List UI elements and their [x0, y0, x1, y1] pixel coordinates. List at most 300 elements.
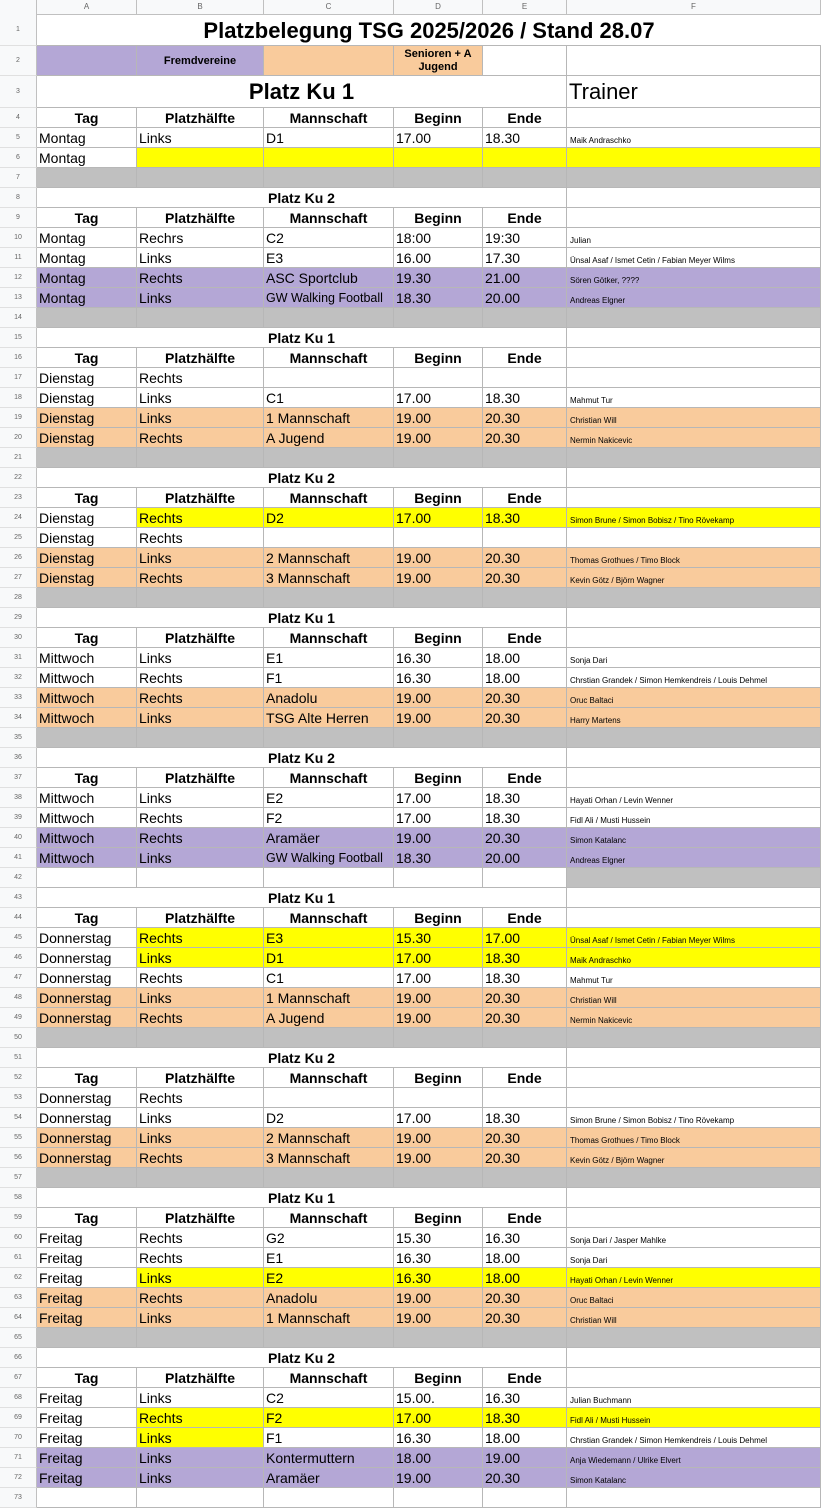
cell-platzhaelfte[interactable]: Rechts [137, 1408, 264, 1428]
header-platzhaelfte[interactable]: Platzhälfte [137, 1368, 264, 1388]
header-tag[interactable]: Tag [37, 348, 137, 368]
row-number[interactable]: 27 [0, 568, 37, 588]
row-number[interactable]: 45 [0, 928, 37, 948]
cell-beginn[interactable]: 16.00 [394, 248, 483, 268]
cell-mannschaft[interactable]: F2 [264, 1408, 394, 1428]
cell-platzhaelfte[interactable]: Rechts [137, 568, 264, 588]
cell[interactable] [567, 888, 821, 908]
cell-mannschaft[interactable] [264, 868, 394, 888]
separator-cell[interactable] [264, 588, 394, 608]
cell-platzhaelfte[interactable]: Rechts [137, 808, 264, 828]
cell-ende[interactable]: 18.30 [483, 968, 567, 988]
cell-platzhaelfte[interactable]: Links [137, 1468, 264, 1488]
cell-ende[interactable]: 18.00 [483, 648, 567, 668]
separator-cell[interactable] [37, 168, 137, 188]
cell-tag[interactable]: Mittwoch [37, 808, 137, 828]
cell-beginn[interactable]: 15.00. [394, 1388, 483, 1408]
cell-ende[interactable]: 20.00 [483, 848, 567, 868]
platz-title[interactable]: Platz Ku 1 [37, 608, 567, 628]
separator-cell[interactable] [137, 1168, 264, 1188]
cell-platzhaelfte[interactable]: Links [137, 1428, 264, 1448]
cell[interactable] [264, 1488, 394, 1508]
row-number[interactable]: 50 [0, 1028, 37, 1048]
cell-trainer[interactable]: Julian [567, 228, 821, 248]
cell[interactable] [567, 188, 821, 208]
separator-cell[interactable] [37, 728, 137, 748]
row-number[interactable]: 23 [0, 488, 37, 508]
separator-cell[interactable] [567, 1168, 821, 1188]
header-beginn[interactable]: Beginn [394, 1068, 483, 1088]
cell-mannschaft[interactable]: ASC Sportclub [264, 268, 394, 288]
row-number[interactable]: 5 [0, 128, 37, 148]
separator-cell[interactable] [37, 448, 137, 468]
header-beginn[interactable]: Beginn [394, 348, 483, 368]
cell[interactable] [567, 1348, 821, 1368]
cell-mannschaft[interactable]: 3 Mannschaft [264, 1148, 394, 1168]
cell-platzhaelfte[interactable]: Rechts [137, 688, 264, 708]
row-number[interactable]: 7 [0, 168, 37, 188]
legend-empty-cell[interactable] [37, 46, 137, 76]
cell-tag[interactable]: Dienstag [37, 408, 137, 428]
cell-tag[interactable]: Mittwoch [37, 788, 137, 808]
cell[interactable] [483, 46, 567, 76]
row-number[interactable]: 40 [0, 828, 37, 848]
cell-beginn[interactable]: 16.30 [394, 1428, 483, 1448]
cell-trainer[interactable]: Simon Katalanc [567, 1468, 821, 1488]
platz-title[interactable]: Platz Ku 2 [37, 188, 567, 208]
row-number[interactable]: 68 [0, 1388, 37, 1408]
separator-cell[interactable] [264, 1328, 394, 1348]
separator-cell[interactable] [37, 1328, 137, 1348]
row-number[interactable]: 29 [0, 608, 37, 628]
row-number[interactable]: 34 [0, 708, 37, 728]
cell-ende[interactable]: 20.30 [483, 1128, 567, 1148]
cell-tag[interactable]: Freitag [37, 1228, 137, 1248]
cell-beginn[interactable]: 19.00 [394, 548, 483, 568]
cell-trainer[interactable]: Anja Wiedemann / Ulrike Elvert [567, 1448, 821, 1468]
row-number[interactable]: 55 [0, 1128, 37, 1148]
separator-cell[interactable] [37, 1028, 137, 1048]
cell-beginn[interactable] [394, 528, 483, 548]
cell-platzhaelfte[interactable]: Rechts [137, 428, 264, 448]
separator-cell[interactable] [137, 168, 264, 188]
header-tag[interactable]: Tag [37, 628, 137, 648]
cell-platzhaelfte[interactable]: Links [137, 848, 264, 868]
separator-cell[interactable] [394, 168, 483, 188]
cell-ende[interactable]: 18.00 [483, 668, 567, 688]
cell-platzhaelfte[interactable]: Rechts [137, 268, 264, 288]
cell-tag[interactable]: Mittwoch [37, 648, 137, 668]
header-tag[interactable]: Tag [37, 488, 137, 508]
cell-tag[interactable]: Montag [37, 268, 137, 288]
cell-mannschaft[interactable]: F1 [264, 668, 394, 688]
cell-mannschaft[interactable]: C1 [264, 968, 394, 988]
cell-ende[interactable]: 20.30 [483, 428, 567, 448]
separator-cell[interactable] [567, 308, 821, 328]
cell-tag[interactable]: Dienstag [37, 568, 137, 588]
separator-cell[interactable] [137, 1328, 264, 1348]
cell-platzhaelfte[interactable]: Links [137, 788, 264, 808]
cell[interactable] [567, 1048, 821, 1068]
header-tag[interactable]: Tag [37, 1068, 137, 1088]
cell-mannschaft[interactable]: F2 [264, 808, 394, 828]
cell-tag[interactable]: Donnerstag [37, 1108, 137, 1128]
cell-platzhaelfte[interactable]: Links [137, 1268, 264, 1288]
cell-mannschaft[interactable]: TSG Alte Herren [264, 708, 394, 728]
cell[interactable] [394, 1488, 483, 1508]
cell-trainer[interactable]: Chrstian Grandek / Simon Hemkendreis / Louis Dehmel [567, 1428, 821, 1448]
row-number[interactable]: 69 [0, 1408, 37, 1428]
cell-tag[interactable]: Freitag [37, 1268, 137, 1288]
cell-mannschaft[interactable]: E3 [264, 248, 394, 268]
cell-ende[interactable]: 17.30 [483, 248, 567, 268]
header-ende[interactable]: Ende [483, 1068, 567, 1088]
cell-tag[interactable]: Freitag [37, 1308, 137, 1328]
cell-ende[interactable]: 17.00 [483, 928, 567, 948]
cell-mannschaft[interactable]: C2 [264, 1388, 394, 1408]
cell-ende[interactable]: 21.00 [483, 268, 567, 288]
cell-ende[interactable]: 18.30 [483, 388, 567, 408]
row-number[interactable]: 72 [0, 1468, 37, 1488]
row-number[interactable]: 3 [0, 76, 37, 108]
cell-platzhaelfte[interactable]: Links [137, 1108, 264, 1128]
cell-beginn[interactable]: 17.00 [394, 128, 483, 148]
cell-platzhaelfte[interactable]: Links [137, 1308, 264, 1328]
platz-title[interactable]: Platz Ku 2 [37, 748, 567, 768]
cell-ende[interactable] [483, 868, 567, 888]
cell-tag[interactable]: Dienstag [37, 428, 137, 448]
cell[interactable] [567, 328, 821, 348]
header-platzhaelfte[interactable]: Platzhälfte [137, 908, 264, 928]
cell-beginn[interactable]: 17.00 [394, 788, 483, 808]
cell-platzhaelfte[interactable]: Links [137, 1388, 264, 1408]
header-beginn[interactable]: Beginn [394, 108, 483, 128]
cell-beginn[interactable]: 18.00 [394, 1448, 483, 1468]
row-number[interactable]: 25 [0, 528, 37, 548]
row-number[interactable]: 9 [0, 208, 37, 228]
row-number[interactable]: 62 [0, 1268, 37, 1288]
cell-trainer[interactable]: Mahmut Tur [567, 968, 821, 988]
cell-beginn[interactable]: 16.30 [394, 1248, 483, 1268]
header-beginn[interactable]: Beginn [394, 1368, 483, 1388]
cell-tag[interactable]: Montag [37, 228, 137, 248]
cell-mannschaft[interactable]: E1 [264, 648, 394, 668]
cell-mannschaft[interactable] [264, 148, 394, 168]
cell-trainer[interactable]: Christian Will [567, 988, 821, 1008]
cell-beginn[interactable]: 17.00 [394, 1408, 483, 1428]
header-tag[interactable]: Tag [37, 208, 137, 228]
cell-beginn[interactable] [394, 868, 483, 888]
row-number[interactable]: 52 [0, 1068, 37, 1088]
cell-mannschaft[interactable]: Anadolu [264, 1288, 394, 1308]
cell-trainer[interactable]: Nermin Nakicevic [567, 1008, 821, 1028]
header-trainer[interactable] [567, 348, 821, 368]
cell-tag[interactable]: Donnerstag [37, 968, 137, 988]
row-number[interactable]: 67 [0, 1368, 37, 1388]
cell-tag[interactable]: Dienstag [37, 508, 137, 528]
header-mannschaft[interactable]: Mannschaft [264, 108, 394, 128]
cell-platzhaelfte[interactable]: Links [137, 408, 264, 428]
cell-mannschaft[interactable]: Anadolu [264, 688, 394, 708]
cell-mannschaft[interactable]: G2 [264, 1228, 394, 1248]
cell-beginn[interactable]: 17.00 [394, 1108, 483, 1128]
separator-cell[interactable] [37, 308, 137, 328]
cell-beginn[interactable] [394, 368, 483, 388]
row-number[interactable]: 48 [0, 988, 37, 1008]
separator-cell[interactable] [137, 588, 264, 608]
row-number[interactable]: 49 [0, 1008, 37, 1028]
header-trainer[interactable] [567, 1068, 821, 1088]
cell-beginn[interactable]: 17.00 [394, 808, 483, 828]
cell-trainer[interactable]: Christian Will [567, 408, 821, 428]
row-number[interactable]: 57 [0, 1168, 37, 1188]
separator-cell[interactable] [264, 448, 394, 468]
cell-tag[interactable]: Donnerstag [37, 1008, 137, 1028]
cell-tag[interactable]: Dienstag [37, 528, 137, 548]
header-beginn[interactable]: Beginn [394, 208, 483, 228]
header-ende[interactable]: Ende [483, 208, 567, 228]
row-number[interactable]: 19 [0, 408, 37, 428]
header-beginn[interactable]: Beginn [394, 488, 483, 508]
cell-tag[interactable]: Freitag [37, 1288, 137, 1308]
cell-ende[interactable]: 18.00 [483, 1428, 567, 1448]
header-ende[interactable]: Ende [483, 348, 567, 368]
cell-trainer[interactable]: Sonja Dari / Jasper Mahlke [567, 1228, 821, 1248]
cell-ende[interactable] [483, 368, 567, 388]
header-beginn[interactable]: Beginn [394, 908, 483, 928]
column-header-d[interactable]: D [394, 0, 483, 14]
cell-mannschaft[interactable]: A Jugend [264, 428, 394, 448]
separator-cell[interactable] [483, 1328, 567, 1348]
header-tag[interactable]: Tag [37, 1208, 137, 1228]
cell[interactable] [137, 1488, 264, 1508]
header-ende[interactable]: Ende [483, 768, 567, 788]
separator-cell[interactable] [137, 728, 264, 748]
cell-platzhaelfte[interactable]: Links [137, 1448, 264, 1468]
platz-title[interactable]: Platz Ku 2 [37, 1048, 567, 1068]
cell-tag[interactable]: Donnerstag [37, 988, 137, 1008]
cell-tag[interactable]: Donnerstag [37, 948, 137, 968]
row-number[interactable]: 66 [0, 1348, 37, 1368]
cell-tag[interactable]: Dienstag [37, 548, 137, 568]
column-header-c[interactable]: C [264, 0, 394, 14]
cell-ende[interactable]: 18.30 [483, 788, 567, 808]
cell-trainer[interactable]: Harry Martens [567, 708, 821, 728]
cell-trainer[interactable]: Fidl Ali / Musti Hussein [567, 1408, 821, 1428]
cell-ende[interactable] [483, 1088, 567, 1108]
cell-trainer[interactable] [567, 528, 821, 548]
row-number[interactable]: 24 [0, 508, 37, 528]
cell-beginn[interactable]: 15.30 [394, 928, 483, 948]
cell-trainer[interactable]: Maik Andraschko [567, 948, 821, 968]
cell-tag[interactable] [37, 868, 137, 888]
header-platzhaelfte[interactable]: Platzhälfte [137, 488, 264, 508]
cell-ende[interactable]: 18.30 [483, 808, 567, 828]
row-number[interactable]: 4 [0, 108, 37, 128]
row-number[interactable]: 58 [0, 1188, 37, 1208]
cell-trainer[interactable]: Sonja Dari [567, 648, 821, 668]
row-number[interactable]: 61 [0, 1248, 37, 1268]
legend-empty-cell[interactable] [264, 46, 394, 76]
cell-ende[interactable]: 18.30 [483, 128, 567, 148]
cell-trainer[interactable]: Nermin Nakicevic [567, 428, 821, 448]
legend-fremdvereine[interactable]: Fremdvereine [137, 46, 264, 76]
row-number[interactable]: 12 [0, 268, 37, 288]
header-trainer[interactable] [567, 908, 821, 928]
cell[interactable] [567, 1488, 821, 1508]
separator-cell[interactable] [264, 308, 394, 328]
platz-title[interactable]: Platz Ku 1 [37, 76, 567, 108]
cell-platzhaelfte[interactable]: Rechts [137, 1148, 264, 1168]
separator-cell[interactable] [264, 1028, 394, 1048]
cell-platzhaelfte[interactable]: Rechts [137, 1248, 264, 1268]
cell-platzhaelfte[interactable]: Rechts [137, 528, 264, 548]
cell-beginn[interactable]: 19.00 [394, 1468, 483, 1488]
cell-ende[interactable]: 18.30 [483, 1408, 567, 1428]
cell-trainer[interactable]: Maik Andraschko [567, 128, 821, 148]
cell-platzhaelfte[interactable]: Rechts [137, 928, 264, 948]
cell-mannschaft[interactable]: E1 [264, 1248, 394, 1268]
cell-tag[interactable]: Mittwoch [37, 828, 137, 848]
cell-platzhaelfte[interactable]: Links [137, 708, 264, 728]
row-number[interactable]: 18 [0, 388, 37, 408]
cell-beginn[interactable]: 19.00 [394, 1008, 483, 1028]
row-number[interactable]: 43 [0, 888, 37, 908]
cell-platzhaelfte[interactable]: Rechts [137, 1008, 264, 1028]
cell-beginn[interactable]: 15.30 [394, 1228, 483, 1248]
cell-trainer[interactable]: Oruc Baltaci [567, 1288, 821, 1308]
header-mannschaft[interactable]: Mannschaft [264, 908, 394, 928]
cell-ende[interactable]: 20.30 [483, 408, 567, 428]
cell-mannschaft[interactable]: D1 [264, 128, 394, 148]
cell-tag[interactable]: Freitag [37, 1468, 137, 1488]
cell-platzhaelfte[interactable]: Rechts [137, 1088, 264, 1108]
cell-ende[interactable]: 19.00 [483, 1448, 567, 1468]
trainer-header[interactable]: Trainer [567, 76, 821, 108]
row-number[interactable]: 47 [0, 968, 37, 988]
cell-beginn[interactable]: 17.00 [394, 968, 483, 988]
cell-mannschaft[interactable] [264, 368, 394, 388]
row-number[interactable]: 44 [0, 908, 37, 928]
cell-trainer[interactable]: Thomas Grothues / Timo Block [567, 1128, 821, 1148]
row-number[interactable]: 64 [0, 1308, 37, 1328]
header-ende[interactable]: Ende [483, 908, 567, 928]
cell-trainer[interactable]: Simon Brune / Simon Bobisz / Tino Rövekamp [567, 1108, 821, 1128]
cell-platzhaelfte[interactable]: Links [137, 988, 264, 1008]
cell-ende[interactable]: 20.30 [483, 1468, 567, 1488]
separator-cell[interactable] [137, 1028, 264, 1048]
row-number[interactable]: 46 [0, 948, 37, 968]
row-number[interactable]: 32 [0, 668, 37, 688]
cell-beginn[interactable]: 16.30 [394, 648, 483, 668]
cell-trainer[interactable]: Simon Brune / Simon Bobisz / Tino Rövekamp [567, 508, 821, 528]
cell-tag[interactable]: Donnerstag [37, 1148, 137, 1168]
cell-beginn[interactable]: 19.00 [394, 428, 483, 448]
row-number[interactable]: 16 [0, 348, 37, 368]
row-number[interactable]: 37 [0, 768, 37, 788]
cell-ende[interactable]: 20.00 [483, 288, 567, 308]
cell-tag[interactable]: Freitag [37, 1408, 137, 1428]
cell-mannschaft[interactable]: E3 [264, 928, 394, 948]
cell-beginn[interactable]: 19.00 [394, 708, 483, 728]
header-trainer[interactable] [567, 768, 821, 788]
sheet-title[interactable]: Platzbelegung TSG 2025/2026 / Stand 28.07 [37, 14, 821, 46]
cell-platzhaelfte[interactable] [137, 148, 264, 168]
cell-mannschaft[interactable] [264, 1088, 394, 1108]
header-platzhaelfte[interactable]: Platzhälfte [137, 348, 264, 368]
cell-mannschaft[interactable]: 1 Mannschaft [264, 408, 394, 428]
header-tag[interactable]: Tag [37, 1368, 137, 1388]
cell[interactable] [567, 748, 821, 768]
header-trainer[interactable] [567, 488, 821, 508]
row-number[interactable]: 1 [0, 14, 37, 46]
header-mannschaft[interactable]: Mannschaft [264, 1208, 394, 1228]
row-number[interactable]: 36 [0, 748, 37, 768]
platz-title[interactable]: Platz Ku 1 [37, 328, 567, 348]
row-number[interactable]: 42 [0, 868, 37, 888]
row-number[interactable]: 56 [0, 1148, 37, 1168]
column-header-b[interactable]: B [137, 0, 264, 14]
cell-mannschaft[interactable]: 3 Mannschaft [264, 568, 394, 588]
row-number[interactable]: 70 [0, 1428, 37, 1448]
cell-trainer[interactable]: Kevin Götz / Björn Wagner [567, 568, 821, 588]
cell-platzhaelfte[interactable]: Rechts [137, 368, 264, 388]
separator-cell[interactable] [394, 728, 483, 748]
cell-beginn[interactable]: 19.00 [394, 1148, 483, 1168]
separator-cell[interactable] [264, 168, 394, 188]
separator-cell[interactable] [567, 728, 821, 748]
cell-platzhaelfte[interactable] [137, 868, 264, 888]
cell-trainer[interactable] [567, 368, 821, 388]
cell-trainer[interactable]: Hayati Orhan / Levin Wenner [567, 1268, 821, 1288]
separator-cell[interactable] [394, 588, 483, 608]
header-ende[interactable]: Ende [483, 108, 567, 128]
cell-trainer[interactable] [567, 1088, 821, 1108]
row-number[interactable]: 28 [0, 588, 37, 608]
cell-tag[interactable]: Donnerstag [37, 1128, 137, 1148]
cell-ende[interactable]: 20.30 [483, 688, 567, 708]
header-mannschaft[interactable]: Mannschaft [264, 1368, 394, 1388]
separator-cell[interactable] [394, 448, 483, 468]
cell-beginn[interactable]: 19.00 [394, 408, 483, 428]
cell-mannschaft[interactable]: 2 Mannschaft [264, 548, 394, 568]
cell-mannschaft[interactable]: D2 [264, 508, 394, 528]
cell-mannschaft[interactable]: Aramäer [264, 828, 394, 848]
cell-beginn[interactable]: 19.00 [394, 568, 483, 588]
cell-trainer[interactable]: Andreas Elgner [567, 848, 821, 868]
cell-ende[interactable]: 18.30 [483, 508, 567, 528]
cell-trainer[interactable]: Ünsal Asaf / Ismet Cetin / Fabian Meyer Wilms [567, 928, 821, 948]
row-number[interactable]: 38 [0, 788, 37, 808]
row-number[interactable]: 14 [0, 308, 37, 328]
cell-tag[interactable]: Montag [37, 148, 137, 168]
cell-beginn[interactable]: 18.30 [394, 848, 483, 868]
separator-cell[interactable] [37, 1168, 137, 1188]
row-number[interactable]: 31 [0, 648, 37, 668]
cell-mannschaft[interactable]: D1 [264, 948, 394, 968]
cell-platzhaelfte[interactable]: Rechts [137, 508, 264, 528]
cell-beginn[interactable]: 19.30 [394, 268, 483, 288]
cell-beginn[interactable]: 19.00 [394, 1128, 483, 1148]
separator-cell[interactable] [394, 1168, 483, 1188]
cell-ende[interactable] [483, 528, 567, 548]
cell-trainer[interactable]: Kevin Götz / Björn Wagner [567, 1148, 821, 1168]
header-ende[interactable]: Ende [483, 1208, 567, 1228]
cell-platzhaelfte[interactable]: Links [137, 248, 264, 268]
cell-ende[interactable]: 20.30 [483, 708, 567, 728]
cell-ende[interactable]: 16.30 [483, 1388, 567, 1408]
cell-platzhaelfte[interactable]: Rechts [137, 1288, 264, 1308]
